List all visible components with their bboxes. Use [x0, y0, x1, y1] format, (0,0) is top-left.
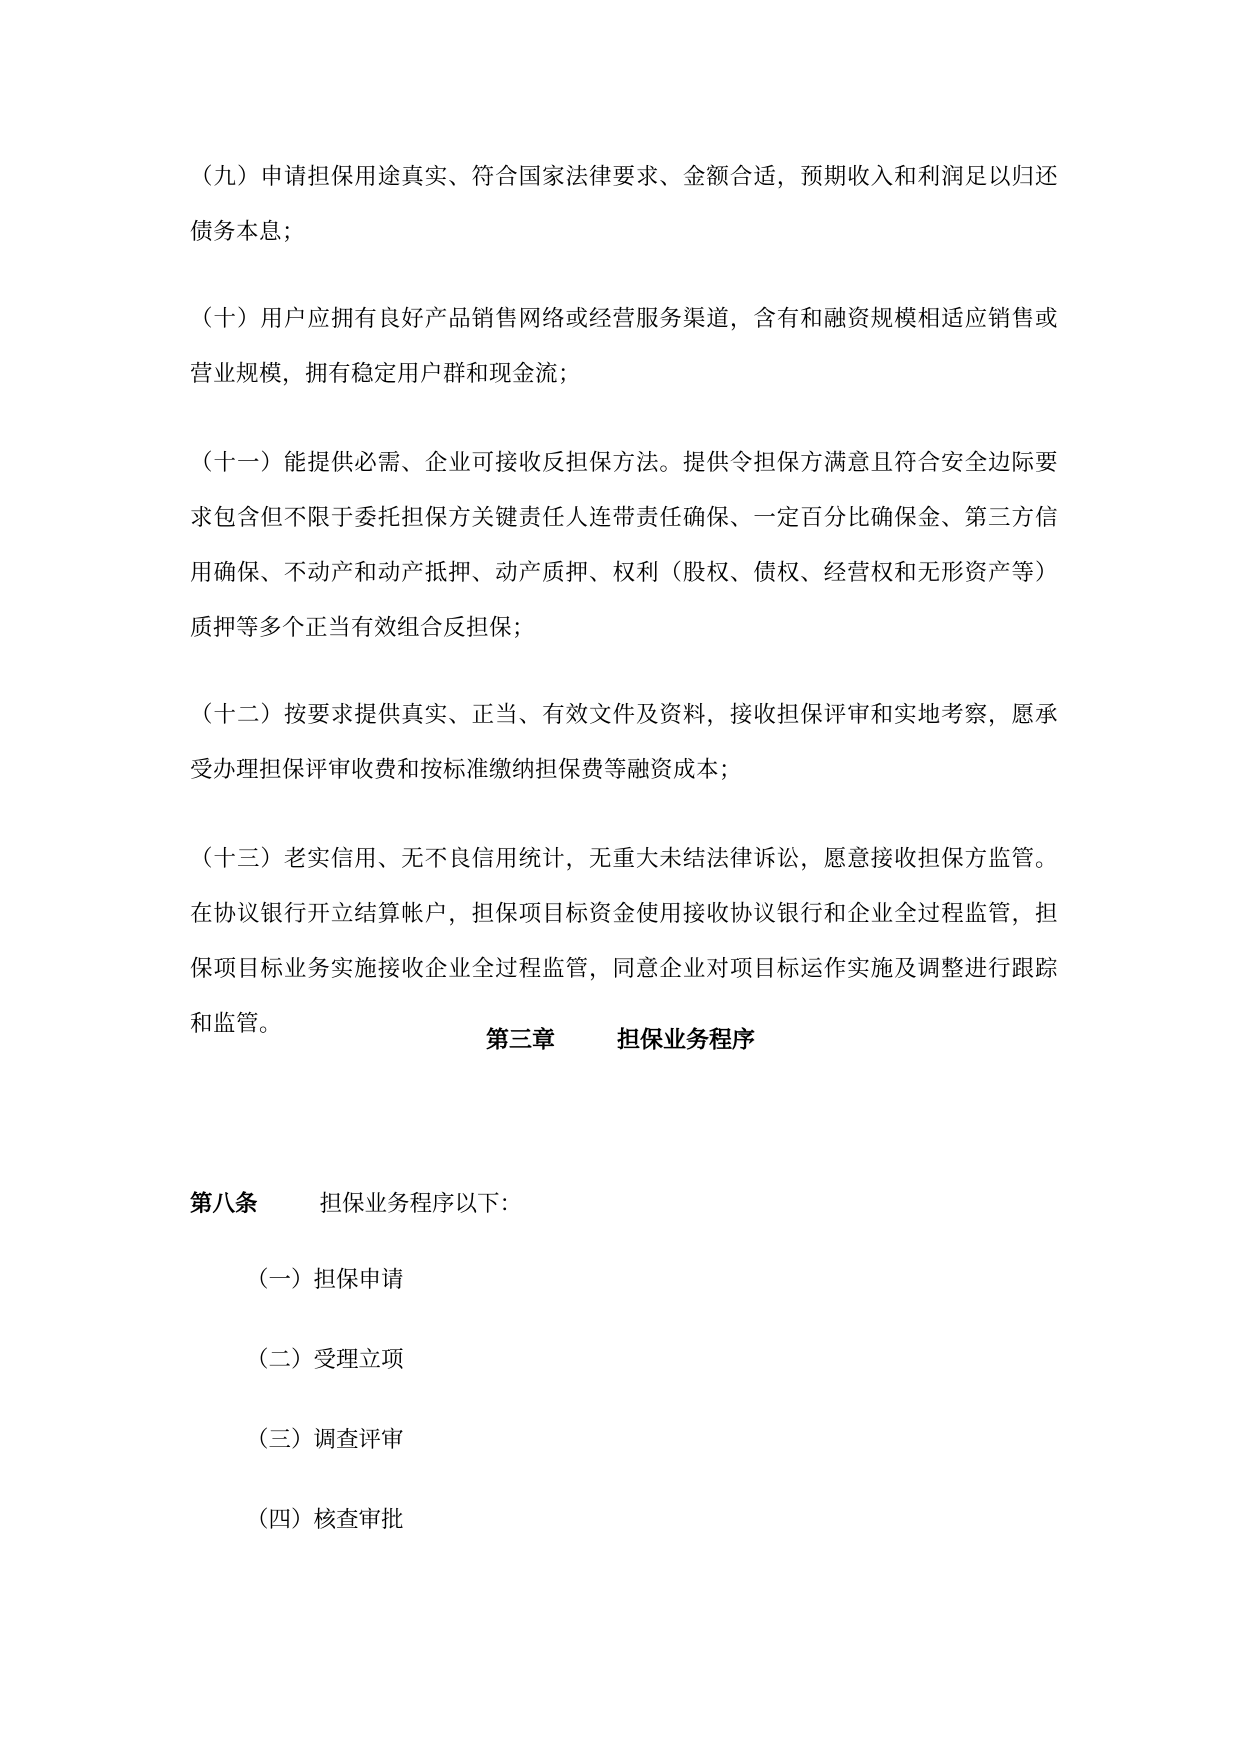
step-item-2: （二）受理立项	[246, 1347, 404, 1373]
step-item-4: （四）核查审批	[246, 1507, 404, 1533]
paragraph-item-11: （十一）能提供必需、企业可接收反担保方法。提供令担保方满意且符合安全边际要求包含但不限于委托担保方关键责任人连带责任确保、一定百分比确保金、第三方信用确保、不动产和动产抵押、动产质押、权利（股权、债权、经营权和无形资产等）质押等多个正当有效组合反担保；	[190, 450, 1058, 641]
article-text: 担保业务程序以下：	[319, 1191, 523, 1217]
chapter-number: 第三章	[486, 1026, 555, 1053]
chapter-title: 担保业务程序	[617, 1026, 755, 1053]
article-label: 第八条	[190, 1191, 258, 1217]
paragraph-item-12: （十二）按要求提供真实、正当、有效文件及资料，接收担保评审和实地考察，愿承受办理担保评审收费和按标准缴纳担保费等融资成本；	[190, 702, 1058, 783]
step-item-1: （一）担保申请	[246, 1267, 404, 1293]
paragraph-item-10: （十）用户应拥有良好产品销售网络或经营服务渠道，含有和融资规模相适应销售或营业规模，拥有稳定用户群和现金流；	[190, 306, 1058, 387]
article-heading	[190, 1184, 1058, 1224]
paragraph-item-13: （十三）老实信用、无不良信用统计，无重大未结法律诉讼，愿意接收担保方监管。在协议银行开立结算帐户，担保项目标资金使用接收协议银行和企业全过程监管，担保项目标业务实施接收企业全过程监管，同意企业对项目标运作实施及调整进行跟踪和监管。	[190, 846, 1058, 1037]
paragraph-item-9: （九）申请担保用途真实、符合国家法律要求、金额合适，预期收入和利润足以归还债务本息；	[190, 164, 1058, 245]
chapter-heading	[0, 1020, 1241, 1060]
step-item-3: （三）调查评审	[246, 1427, 404, 1453]
